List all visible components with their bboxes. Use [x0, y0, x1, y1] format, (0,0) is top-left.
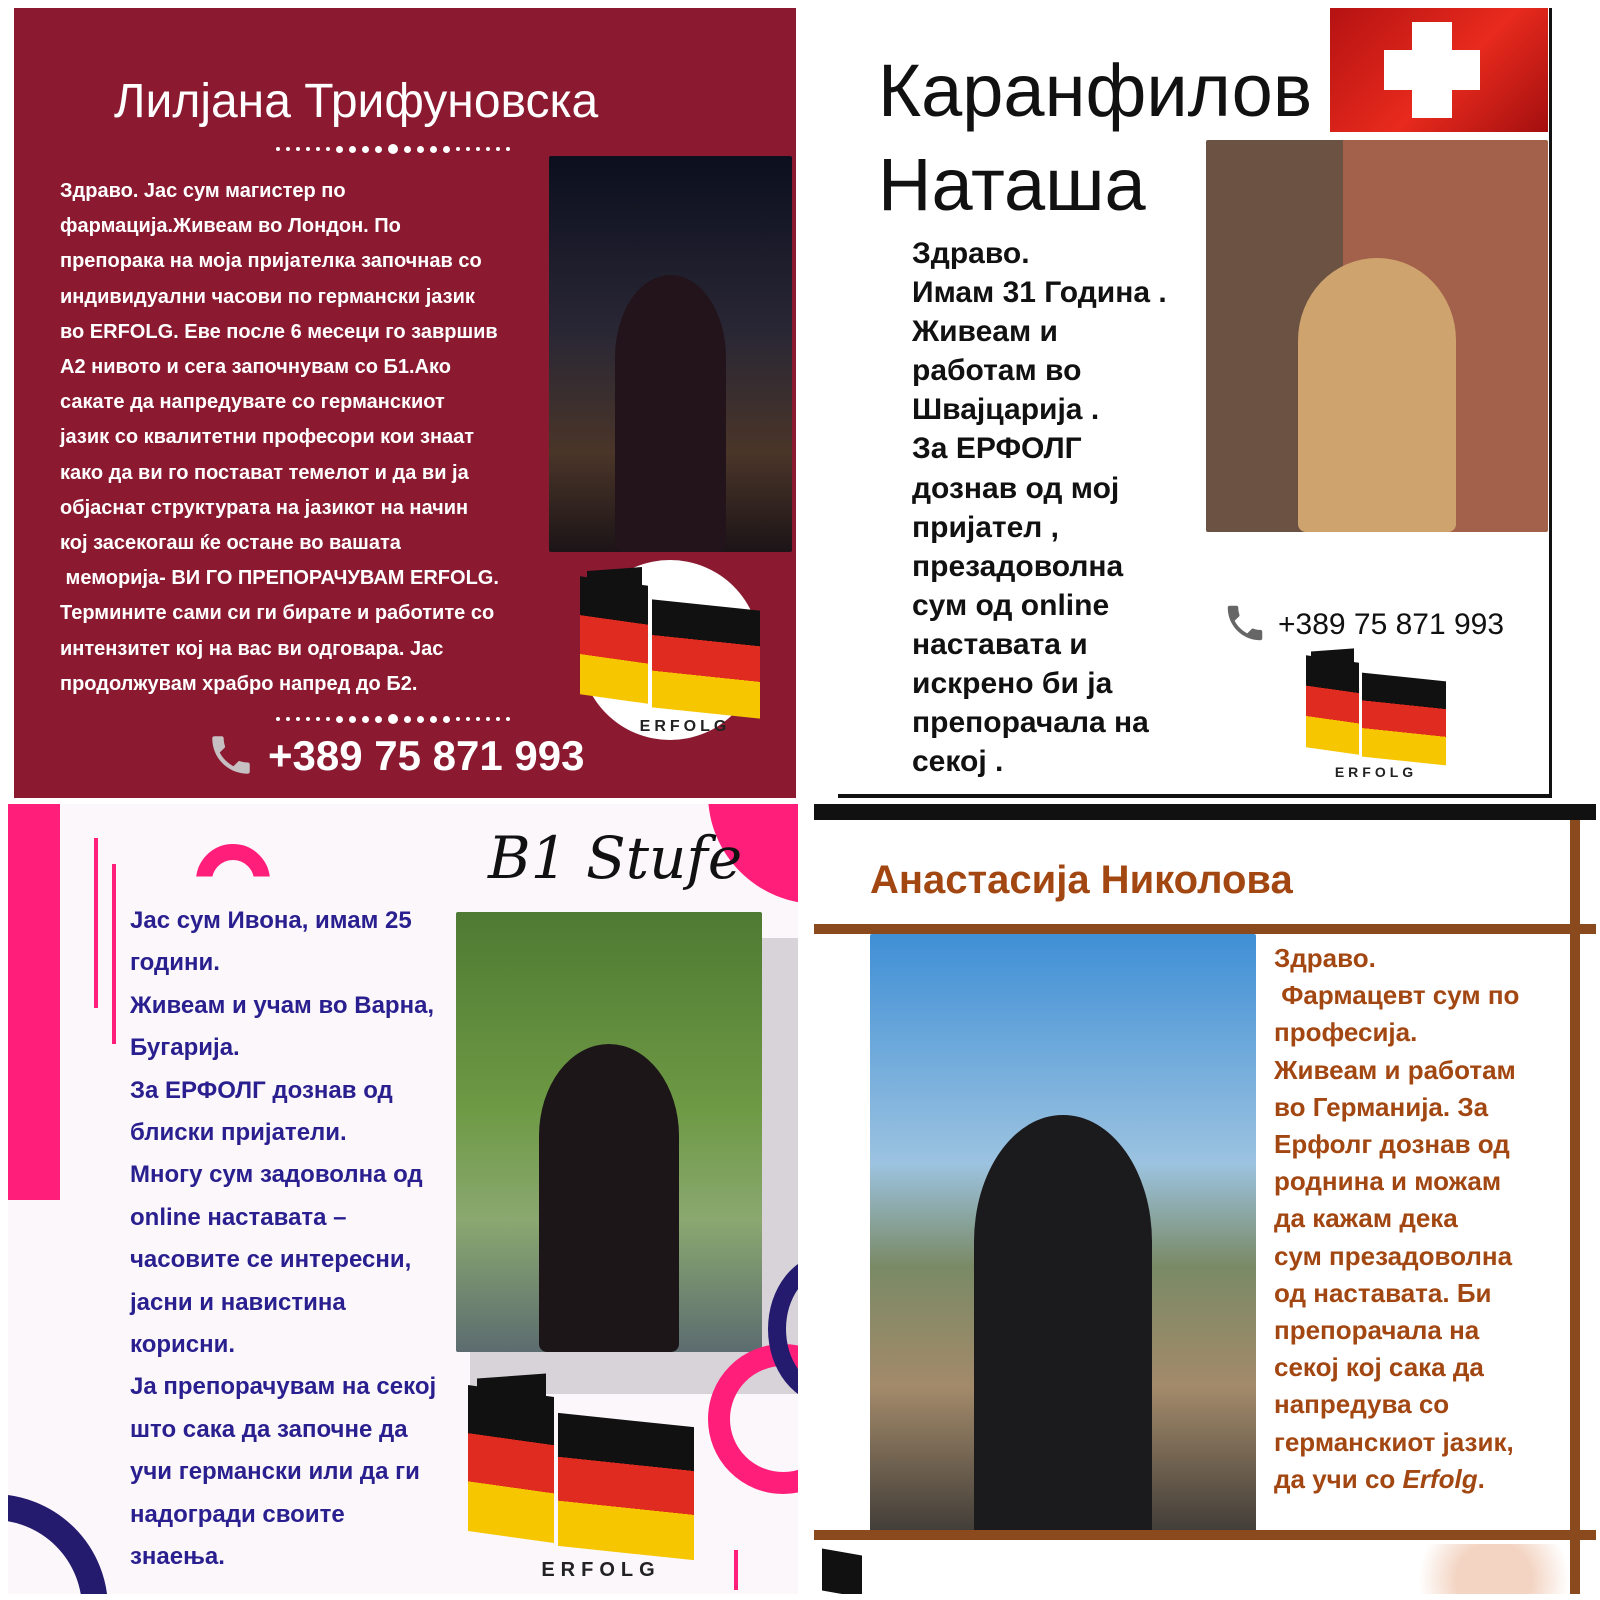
testimonial-text [130, 900, 460, 1579]
testimonial-card-ivona [8, 804, 798, 1594]
text-line: во Германија. За [1274, 1091, 1489, 1122]
text-line: од наставата. Би [1274, 1277, 1492, 1308]
cross-horizontal [1384, 50, 1480, 90]
testimonial-card-natasha [838, 8, 1552, 798]
logo-label: ERFOLG [639, 718, 731, 735]
text-line: Живеам и [912, 315, 1058, 349]
german-flag-icon [558, 1413, 694, 1560]
text-line: како да ви го постават темелот и да ви ја [60, 461, 469, 484]
testimonial-text [1274, 940, 1584, 1498]
text-line: фармација.Живеам во Лондон. По [60, 215, 401, 238]
frame-bottom-bar [814, 1530, 1596, 1540]
text-line: секој . [912, 745, 1004, 779]
testimonial-card-anastasija [814, 804, 1596, 1594]
text-line: часовите се интересни, [130, 1246, 412, 1274]
pink-line-2 [112, 864, 116, 1044]
text-line: Бугарија. [130, 1034, 240, 1062]
text-line: јазик со квалитетни професори кои знаат [60, 426, 475, 449]
testimonial-text [912, 234, 1212, 781]
testimonial-photo [549, 156, 792, 552]
german-flag-icon [1362, 673, 1446, 766]
testimonial-name-line1: Каранфилов [878, 49, 1313, 132]
b1-stufe-heading: B1 Stufe [488, 824, 743, 892]
text-line: Здраво. [1274, 943, 1376, 973]
text-line: Живеам и учам во Варна, [130, 991, 435, 1019]
text-line: надогради своите [130, 1500, 345, 1528]
testimonial-name: Анастасија Николова [870, 858, 1293, 902]
text-line: блиски пријатели. [130, 1119, 347, 1147]
text-line: напредува со [1274, 1389, 1450, 1420]
text-line: За ЕРФОЛГ [912, 432, 1082, 466]
text-line: online наставата – [130, 1203, 347, 1231]
phone-icon [206, 730, 256, 780]
text-line: искрено би ја [912, 667, 1113, 701]
text-line: јасни и навистина [130, 1288, 346, 1316]
text-line: Живеам и работам [1274, 1054, 1516, 1085]
text-line: сум од online [912, 588, 1110, 622]
pink-side-bar [8, 804, 60, 1200]
text-line: години. [130, 949, 220, 977]
text-line: Ерфолг дознав од [1274, 1129, 1510, 1160]
text-line: наставата и [912, 627, 1088, 661]
text-line: секој кој сака да [1274, 1352, 1484, 1383]
text-line: Имам 31 Година . [912, 276, 1167, 310]
pink-line-3 [734, 1550, 738, 1590]
text-line: работам во [912, 354, 1082, 388]
logo-label: ERFOLG [541, 1559, 661, 1581]
erfolg-logo [580, 568, 760, 736]
logo-label: ERFOLG [1334, 764, 1418, 780]
text-line: меморија- ВИ ГО ПРЕПОРАЧУВАМ ERFOLG. [60, 567, 499, 590]
book-icon [580, 577, 648, 704]
text-line: Фармацевт сум по [1274, 980, 1520, 1011]
person-silhouette [974, 1115, 1152, 1538]
text-line: интензитет кој на вас ви одговара. Јас [60, 637, 444, 660]
german-flag-icon [652, 599, 760, 718]
testimonial-name: Лилјана Трифуновска [114, 75, 599, 128]
text-line: презадоволна [912, 549, 1124, 583]
text-line: А2 нивото и сега започнувам со Б1.Ако [60, 356, 451, 379]
book-icon [468, 1385, 554, 1543]
brand-period: . [1477, 1463, 1485, 1494]
pink-line-1 [94, 838, 98, 1008]
testimonial-photo [1206, 140, 1548, 532]
text-line: сум презадоволна [1274, 1240, 1513, 1271]
text-line: да учи со Erfolg. [1274, 1463, 1485, 1494]
text-line: Многу сум задоволна од [130, 1161, 423, 1189]
logo-circle [580, 560, 760, 740]
text-line: Швајцарија . [912, 393, 1100, 427]
person-silhouette [1298, 258, 1455, 532]
erfolg-logo-partial [822, 1548, 862, 1594]
text-line: што сака да започне да [130, 1415, 408, 1443]
text-line: Јас сум Ивона, имам 25 [130, 907, 412, 934]
decorative-dots-top [276, 144, 510, 154]
floral-decoration [1374, 1544, 1574, 1594]
text-line: препорачала на [912, 706, 1149, 740]
text-line: продолжувам храбро напред до Б2. [60, 672, 418, 695]
text-line: Здраво. [912, 237, 1030, 270]
text-line: дознав од мој [912, 471, 1120, 505]
testimonial-card-liljana [14, 8, 796, 798]
testimonial-photo [870, 934, 1256, 1538]
phone-number: +389 75 871 993 [1278, 608, 1505, 641]
text-line: роднина и можам [1274, 1166, 1502, 1197]
person-silhouette [539, 1044, 680, 1352]
brand-name: Erfolg [1402, 1463, 1478, 1494]
text-line: Ја препорачувам на секој [130, 1373, 437, 1401]
book-icon [1306, 655, 1359, 755]
text-line: професија. [1274, 1017, 1418, 1048]
text-line: кој засекогаш ќе остане во вашата [60, 532, 401, 555]
text-line: во ERFOLG. Еве после 6 месеци го завршив [60, 320, 498, 343]
testimonial-name-line2: Наташа [878, 143, 1146, 226]
phone-number: +389 75 871 993 [268, 732, 585, 779]
text-line: Термините сами си ги бирате и работите со [60, 602, 495, 625]
frame-top-bar [814, 924, 1596, 934]
testimonial-text [60, 174, 540, 702]
text-line: објаснат структурата на јазикот на начин [60, 496, 469, 519]
testimonial-photo [456, 912, 762, 1352]
top-black-bar [814, 804, 1596, 820]
text-line: препорака на моја пријателка започнав со [60, 250, 482, 273]
text-line: Здраво. Јас сум магистер по [60, 180, 346, 202]
text-line: индивидуални часови по германски јазик [60, 285, 475, 308]
text-line: знаења. [130, 1543, 225, 1571]
erfolg-logo [468, 1374, 694, 1582]
erfolg-logo [1306, 648, 1446, 780]
text-line: да кажам дека [1274, 1203, 1458, 1234]
text-line: препорачала на [1274, 1315, 1480, 1346]
person-silhouette [615, 275, 727, 552]
text-line: За ЕРФОЛГ дознав од [130, 1076, 393, 1104]
text-line: сакате да напредувате со германскиот [60, 391, 445, 414]
text-line: германскиот јазик, [1274, 1426, 1514, 1457]
swiss-flag [1330, 8, 1548, 132]
text-line: корисни. [130, 1331, 236, 1359]
text-line: пријател , [912, 510, 1060, 544]
decorative-dots-bottom [276, 714, 510, 724]
navy-corner-arc [8, 1494, 108, 1594]
text-line: учи германски или да ги [130, 1458, 420, 1486]
phone-icon [1222, 600, 1268, 646]
